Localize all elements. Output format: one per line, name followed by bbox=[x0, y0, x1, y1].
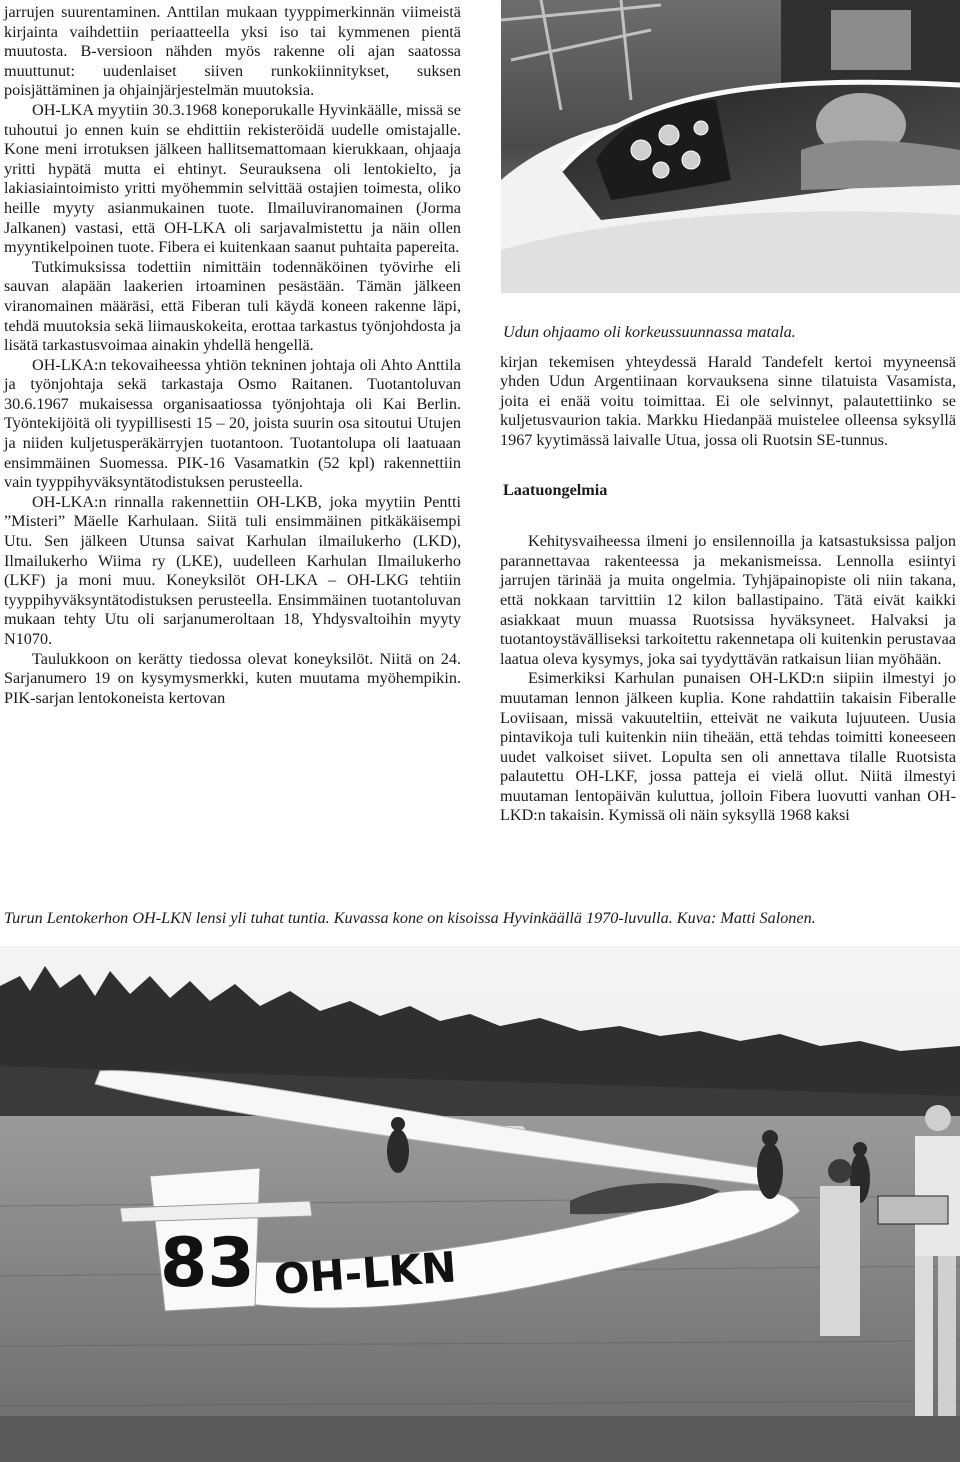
paragraph: OH-LKA:n tekovaiheessa yhtiön tekninen johtaja oli Ahto Anttila ja työnjohtaja sekä tarkastaja Osmo Raitanen. Tuotantoluvan 30.6.1967 mukaisessa organisaatiossa työnjohtaja oli Kai Berlin. Työntekijöitä oli tyypillisesti 15 – 20, joista suurin osa sitoutui Utujen ja niiden kuljetusperäkärryjen tuotantoon. Tuotantolupa oli laatuaan ensimmäinen Suomessa. PIK-16 Vasamatkin (52 kpl) rakennettiin vain tyyppihyväksyntätodistuksen perusteella. bbox=[4, 355, 461, 492]
glider-photo-caption: Turun Lentokerhon OH-LKN lensi yli tuhat tuntia. Kuvassa kone on kisoissa Hyvinkäällä 1970-luvulla. Kuva: Matti Salonen. bbox=[4, 909, 816, 927]
paragraph: jarrujen suurentaminen. Anttilan mukaan tyyppimerkinnän viimeistä kirjainta vaihdettiin periaatteella yksi iso tai kymmenen pientä muutosta. B-versioon nähden myös rakenne oli ajan saatossa muuttunut: uudenlaiset siiven runkokiinnitykset, suksen poisjättäminen ja ohjainjärjestelmän muutoksia. bbox=[4, 3, 461, 100]
glider-photo bbox=[0, 946, 960, 1462]
registration-marking: OH-LKN bbox=[272, 1242, 459, 1304]
cockpit-photo-caption: Udun ohjaamo oli korkeussuunnassa matala. bbox=[503, 323, 796, 341]
paragraph: Taulukkoon on kerätty tiedossa olevat koneyksilöt. Niitä on 24. Sarjanumero 19 on kysymysmerkki, kuten muutama myöhempikin. PIK-sarjan lentokoneista kertovan bbox=[4, 649, 461, 707]
tail-number: 83 bbox=[160, 1224, 255, 1303]
paragraph: Tutkimuksissa todettiin nimittäin todennäköinen työvirhe eli sauvan alapään laakerien irtoaminen pesästään. Tämän jälkeen viranomainen määräsi, että Fiberan tuli käydä koneen rakenne läpi, tehdä muutoksia sekä liimauskokeita, erottaa tarkastus työnjohdosta ja lisätä tarkastusvoimaa ainakin yhdellä hengellä. bbox=[4, 257, 461, 355]
paragraph: Esimerkiksi Karhulan punaisen OH-LKD:n siipiin ilmestyi jo muutaman lennon jälkeen kuplia. Kone rahdattiin takaisin Fiberalle Loviisaan, missä vakuuteltiin, etteivät ne vaikuta lujuuteen. Uusia pintavikoja tuli kuitenkin niin tiheään, että tehdas toimitti koneeseen uudet valkoiset siivet. Lopulta sen oli annettava tilalle Ruotsista palautettu OH-LKF, jossa patteja ei vielä ollut. Niitä ilmestyi muutaman lentopäivän kuluttua, jolloin Fibera luovutti vanhan OH-LKD:n takaisin. Kymissä oli näin syksyllä 1968 kaksi bbox=[500, 669, 956, 825]
section-heading: Laatuongelmia bbox=[503, 480, 608, 499]
cockpit-photo bbox=[501, 0, 960, 293]
paragraph: OH-LKA:n rinnalla rakennettiin OH-LKB, joka myytiin Pentti ”Misteri” Mäelle Karhulaan. Siitä tuli ensimmäinen pitkäkäisempi Utu. Sen jälkeen Utunsa saivat Karhulan ilmailukerho (LKD), Ilmailukerho Wiima ry (LKE), uudelleen Karhulan Ilmailukerho (LKF) ja moni muu. Koneyksilöt OH-LKA – OH-LKG tehtiin tyyppihyväksyntätodistuksen perusteella. Ensimmäinen tuotantoluvan mukaan tehty Utu oli sarjanumeroltaan 18, Yhdysvaltoihin myyty N1070. bbox=[4, 492, 461, 648]
paragraph: kirjan tekemisen yhteydessä Harald Tandefelt kertoi myyneensä yhden Udun Argentiinaan korvauksena sinne tilatuista Vasamista, joita ei enää voitu toimittaa. Ei ole selvinnyt, palautettiinko se kuljetusvaurion takia. Markku Hiedanpää muistelee olleensa syksyllä 1967 kyytimässä laivalle Utua, jossa oli Ruotsin SE-tunnus. bbox=[500, 352, 956, 449]
left-text-column bbox=[4, 3, 461, 708]
right-text-column bbox=[500, 323, 956, 826]
paragraph: OH-LKA myytiin 30.3.1968 koneporukalle Hyvinkäälle, missä se tuhoutui jo ennen kuin se ehdittiin rekisteröidä uudelle omistajalle. Kone meni irrotuksen jälkeen hallitsemattomaan kierukkaan, ohjaaja yritti hypätä mutta ei ehtinyt. Seurauksena oli lentokielto, ja lakiasiaintoimisto yritti myöhemmin selvittää ostajien toimesta, oliko heille myyty asianmukainen tuote. Ilmailuviranomainen (Jorma Jalkanen) vastasi, että OH-LKA oli sarjavalmistettu ja näin ollen myyntikelpoinen tuote. Fibera ei kuitenkaan saanut puhtaita papereita. bbox=[4, 100, 461, 257]
paragraph: Kehitysvaiheessa ilmeni jo ensilennoilla ja katsastuksissa paljon parannettavaa rakenteessa ja mekanismeissa. Lennolla esiintyi jarrujen tärinää ja muita ongelmia. Tyhjäpainopiste oli niin takana, että nokkaan tarvittiin 12 kilon ballastipaino. Tätä eivät kaikki asiakkaat muun muassa Ruotsissa hyväksyneet. Halvaksi ja tuotantoystävälliseksi tarkoitettu rakennetapa oli kuitenkin perustavaa laatua oleva kysymys, joka sai tyydyttävän ratkaisun liian myöhään. bbox=[500, 532, 956, 668]
